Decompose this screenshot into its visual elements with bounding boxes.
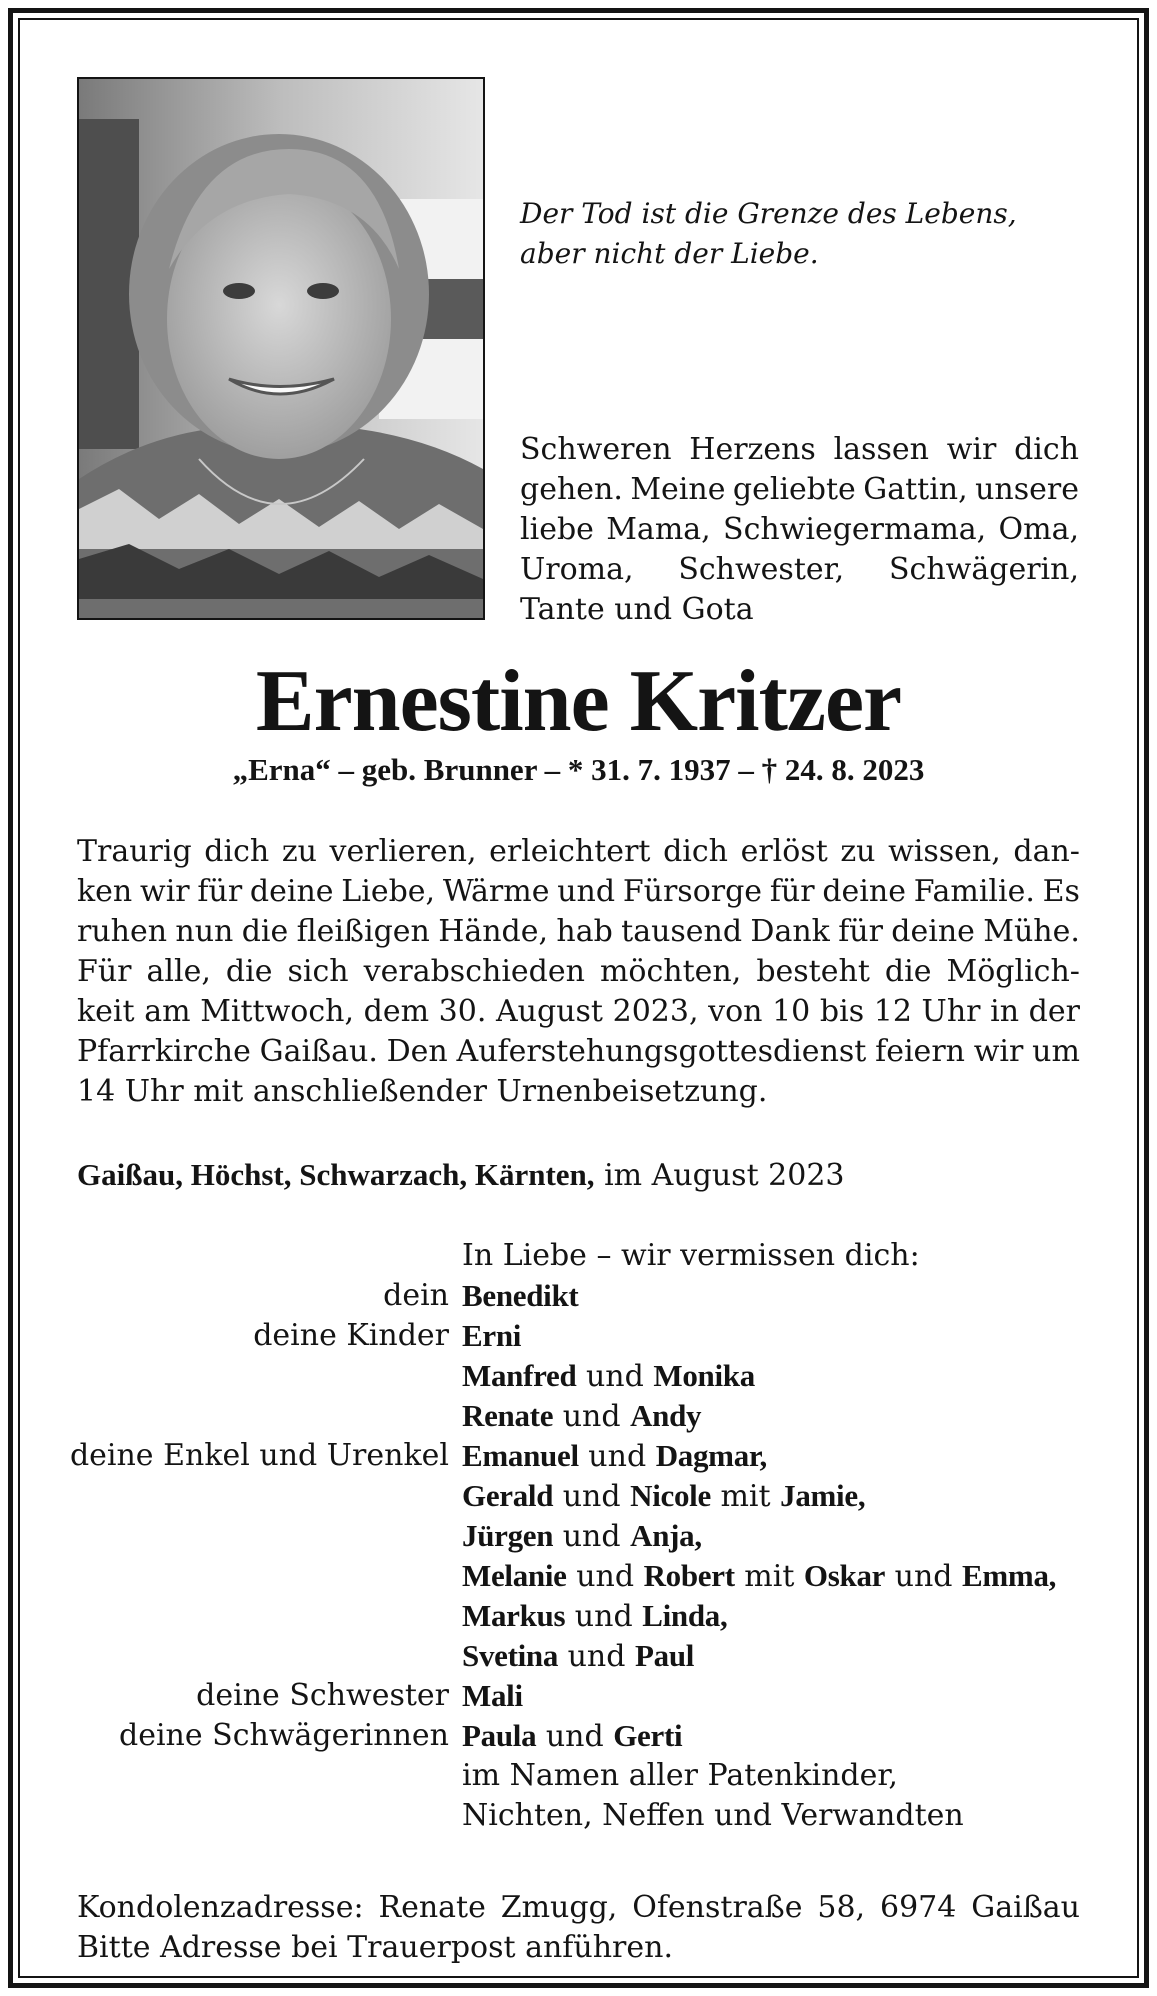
intro-line [520, 470, 1079, 510]
body-line [77, 832, 1080, 872]
word: 6974 [880, 1890, 957, 1925]
word: deine [891, 914, 975, 949]
word: für [769, 874, 815, 909]
word: am [144, 994, 191, 1029]
word: Pfarrkirche [77, 1034, 251, 1069]
mourner-names [462, 1476, 865, 1517]
relation-label: dein [383, 1278, 449, 1313]
mourner-name: Emma, [962, 1558, 1057, 1593]
mourner-name: Erni [462, 1318, 522, 1353]
word: dich [1014, 432, 1079, 467]
word: hab [556, 914, 613, 949]
body-line [77, 872, 1080, 912]
word: Auferstehungsgottesdienst [456, 1034, 867, 1069]
word: für [197, 874, 243, 909]
mourner-name: Gerald [462, 1478, 554, 1513]
word: dich [204, 834, 270, 869]
mourner-row [0, 1396, 1157, 1436]
mourner-name: Anja, [630, 1518, 702, 1553]
portrait-photo [77, 77, 485, 620]
word: Uhr [921, 994, 981, 1029]
word: feiern [875, 1034, 965, 1069]
mourners-heading-line [0, 1236, 1157, 1276]
intro-line: Tante und Gota [520, 592, 754, 627]
word: um [1032, 1034, 1080, 1069]
mourner-name: Markus [462, 1598, 566, 1633]
word: 2023, [612, 994, 699, 1029]
word: erleichtert [489, 834, 651, 869]
word: Schweren [520, 432, 672, 467]
connector-text: mit [710, 1479, 781, 1514]
word: und [557, 874, 616, 909]
mourner-names [462, 1396, 701, 1437]
deceased-name: Ernestine Kritzer [255, 653, 902, 750]
mourner-names [462, 1596, 727, 1637]
word: deine [249, 874, 334, 909]
word: Herzens [689, 432, 816, 467]
mourner-row [0, 1316, 1157, 1356]
word: Meine [630, 472, 726, 507]
relation-label: deine Enkel und Urenkel [69, 1438, 449, 1473]
word: fleißigen [296, 914, 430, 949]
word: Oma, [998, 512, 1079, 547]
word: Zmugg, [500, 1890, 618, 1925]
word: Hände, [438, 914, 549, 949]
mourner-name: Dagmar, [655, 1438, 767, 1473]
word: Gaißau. [259, 1034, 378, 1069]
mourner-name: Linda, [642, 1598, 728, 1633]
mourner-names [462, 1356, 755, 1397]
mourner-names [462, 1556, 1056, 1597]
relation-label: deine Schwester [196, 1678, 449, 1713]
word: die [241, 914, 289, 949]
word: Es [1042, 874, 1080, 909]
word: unsere [975, 472, 1079, 507]
word: dich [663, 834, 728, 869]
mourner-names [462, 1716, 682, 1757]
word: für [838, 914, 883, 949]
mourner-name: Andy [630, 1398, 702, 1433]
quote-line: aber nicht der Liebe. [520, 237, 819, 270]
word: zu [281, 834, 317, 869]
word: nun [175, 914, 234, 949]
word: 30. [438, 994, 487, 1029]
word: deine [822, 874, 906, 909]
mourner-name: Gerti [613, 1718, 683, 1753]
word: alle, [146, 954, 211, 989]
mourners-list [0, 1236, 1157, 1836]
word: Traurig [77, 834, 192, 869]
connector-text: Nichten, Neffen und Verwandten [462, 1798, 964, 1833]
mourner-name: Jürgen [462, 1518, 554, 1553]
word: gehen. [520, 472, 623, 507]
word: 10 [772, 994, 811, 1029]
word: 12 [873, 994, 912, 1029]
mourner-row [0, 1276, 1157, 1316]
mourner-row [0, 1356, 1157, 1396]
mourner-row [0, 1556, 1157, 1596]
word: die [225, 954, 273, 989]
place-month: im August 2023 [594, 1158, 845, 1193]
connector-text: und [565, 1599, 643, 1634]
word: Schwägerin, [889, 552, 1079, 587]
condolence-address [77, 1888, 1080, 1928]
word: bis [819, 994, 865, 1029]
connector-text: und [553, 1399, 631, 1434]
mourner-row [0, 1796, 1157, 1836]
quote [520, 194, 1080, 274]
mourner-row [0, 1476, 1157, 1516]
place-date [77, 1155, 1080, 1196]
mourner-name: Monika [653, 1358, 755, 1393]
word: möchten, [599, 954, 742, 989]
word: liebe [520, 512, 594, 547]
mourner-row [0, 1676, 1157, 1716]
mourner-row [0, 1716, 1157, 1756]
intro-text [520, 430, 1079, 630]
intro-line [520, 510, 1079, 550]
word: tausend [621, 914, 743, 949]
mourner-row [0, 1636, 1157, 1676]
mourner-names [462, 1436, 767, 1477]
intro-line [520, 430, 1079, 470]
mourner-name: Manfred [462, 1358, 577, 1393]
word: keit [77, 994, 135, 1029]
body-line [77, 992, 1080, 1032]
mourner-name: Renate [462, 1398, 554, 1433]
word: Mama, [606, 512, 711, 547]
connector-text: im Namen aller Patenkinder, [462, 1758, 898, 1793]
mourner-names [462, 1676, 523, 1717]
word: wir [973, 1034, 1024, 1069]
word: lassen [833, 432, 929, 467]
word: Möglich- [946, 954, 1080, 989]
address-note: Bitte Adresse bei Trauerpost anführen. [77, 1930, 673, 1965]
connector-text: und [578, 1439, 656, 1474]
connector-text: und [553, 1479, 631, 1514]
mourners-heading: In Liebe – wir vermissen dich: [462, 1238, 920, 1273]
mourner-name: Jamie, [780, 1478, 866, 1513]
body-line [77, 952, 1080, 992]
mourner-name: Nicole [630, 1478, 711, 1513]
word: Renate [378, 1890, 486, 1925]
word: Schwester, [678, 552, 845, 587]
word: 58, [817, 1890, 866, 1925]
word: Uroma, [520, 552, 634, 587]
mourner-name: Melanie [462, 1558, 567, 1593]
word: wir [946, 432, 997, 467]
word: Ofenstraße [632, 1890, 803, 1925]
word: Dank [750, 914, 830, 949]
word: der [1028, 994, 1080, 1029]
word: ruhen [77, 914, 168, 949]
body-line [77, 1032, 1080, 1072]
connector-text: mit [734, 1559, 804, 1594]
word: Für [77, 954, 132, 989]
mourner-names [462, 1796, 964, 1836]
mourner-names [462, 1316, 521, 1357]
mourner-name: Emanuel [462, 1438, 579, 1473]
word: Liebe, [341, 874, 436, 909]
word: Gattin, [863, 472, 968, 507]
word: Schwiegermama, [723, 512, 987, 547]
relation-label: deine Schwägerinnen [118, 1718, 449, 1753]
word: Mühe. [983, 914, 1080, 949]
mourner-names [462, 1636, 694, 1677]
word: wissen, [888, 834, 1001, 869]
word: Mittwoch, [200, 994, 355, 1029]
mourner-name: Paul [635, 1638, 695, 1673]
quote-line: Der Tod ist die Grenze des Lebens, [520, 197, 1017, 230]
connector-text: und [553, 1519, 631, 1554]
word: Den [386, 1034, 448, 1069]
mourner-row [0, 1516, 1157, 1556]
intro-line [520, 550, 1079, 590]
connector-text: und [566, 1559, 644, 1594]
body-line: 14 Uhr mit anschließender Urnenbeisetzung. [77, 1074, 768, 1109]
mourner-names [462, 1276, 578, 1317]
word: dem [363, 994, 430, 1029]
connector-text: und [576, 1359, 654, 1394]
mourner-name: Mali [462, 1678, 523, 1713]
word: Familie. [913, 874, 1035, 909]
deceased-subtitle: „Erna“ – geb. Brunner – * 31. 7. 1937 – † 24. 8. 2023 [232, 752, 925, 787]
word: in [990, 994, 1020, 1029]
place-names: Gaißau, Höchst, Schwarzach, Kärnten, [77, 1157, 595, 1192]
mourner-names [462, 1756, 898, 1796]
word: von [708, 994, 763, 1029]
connector-text: und [885, 1559, 963, 1594]
connector-text: und [558, 1639, 635, 1674]
word: Kondolenzadresse: [77, 1890, 364, 1925]
mourner-names [462, 1516, 702, 1557]
word: sich [287, 954, 349, 989]
mourner-name: Paula [462, 1718, 537, 1753]
mourner-row [0, 1756, 1157, 1796]
word: zu [840, 834, 876, 869]
word: besteht [756, 954, 870, 989]
word: Wärme [442, 874, 550, 909]
body-text [77, 832, 1080, 1112]
word: verlieren, [329, 834, 477, 869]
footer [77, 1888, 1080, 1968]
mourner-name: Robert [643, 1558, 735, 1593]
body-line [77, 912, 1080, 952]
mourner-row [0, 1436, 1157, 1476]
word: Fürsorge [622, 874, 763, 909]
word: erlöst [740, 834, 828, 869]
connector-text: und [536, 1719, 614, 1754]
word: August [496, 994, 603, 1029]
mourner-name: Oskar [803, 1558, 886, 1593]
word: die [884, 954, 932, 989]
word: wir [140, 874, 190, 909]
relation-label: deine Kinder [253, 1318, 449, 1353]
mourner-name: Benedikt [462, 1278, 579, 1313]
mourner-name: Svetina [462, 1638, 559, 1673]
word: Gaißau [971, 1890, 1080, 1925]
word: geliebte [732, 472, 856, 507]
word: ken [77, 874, 133, 909]
word: dan- [1013, 834, 1080, 869]
word: verabschieden [363, 954, 585, 989]
mourner-row [0, 1596, 1157, 1636]
